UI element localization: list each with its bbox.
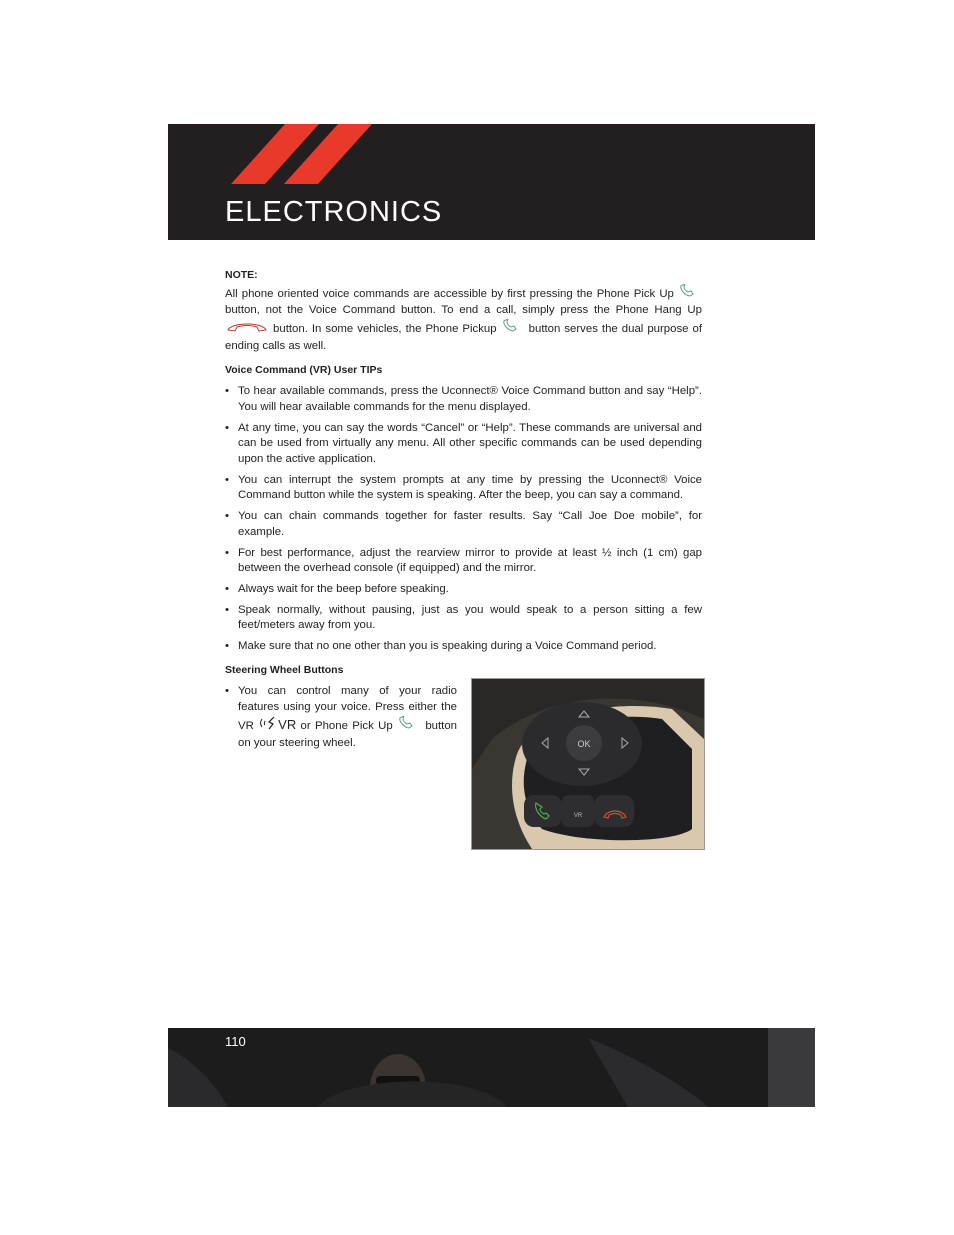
note-text-2: button, not the Voice Command button. To end a call, simply press the Phone Hang Up [225,304,702,317]
note-paragraph [225,284,702,355]
steering-text-1: You can control many of your radio features using your voice. Press either the VR [238,685,457,732]
page-footer [168,1028,815,1107]
list-item: • To hear available commands, press the Uconnect® Voice Command button and say “Help”. You will hear available commands for the menu displayed. [225,384,702,415]
list-item: • Speak normally, without pausing, just as you would speak to a person sitting a few feet/meters away from you. [225,603,702,634]
phone-pickup-icon [678,284,702,304]
list-item: • At any time, you can say the words “Cancel” or “Help”. These commands are universal and can be used from virtually any menu. All other specific commands can be used depending upon the active application. [225,421,702,468]
vr-label: VR [278,716,297,732]
steering-text-2: or Phone Pick Up [300,719,393,732]
note-text-4: button serves the dual purpose of ending calls as well. [225,322,703,352]
list-item: • You can chain commands together for faster results. Say “Call Joe Doe mobile”, for example. [225,509,702,540]
steering-text-3: button on your steering wheel. [238,719,457,749]
vr-tips-heading: Voice Command (VR) User TIPs [225,363,383,376]
vr-tips-list [225,384,702,655]
page-number: 110 [225,1034,246,1049]
list-item: • Make sure that no one other than you is speaking during a Voice Command period. [225,639,702,655]
note-heading: NOTE: [225,269,258,281]
section-header [168,124,815,240]
photo-vr-label: VR [573,813,583,819]
list-item: • For best performance, adjust the rearview mirror to provide at least ½ inch (1 cm) gap between the overhead console (if equipped) and the mirror. [225,546,702,577]
list-item [225,684,457,751]
phone-pickup-icon [501,319,525,339]
phone-hangup-icon [225,319,269,339]
steering-wheel-photo [471,678,705,850]
photo-ok-label: OK [577,739,591,749]
list-item: • You can interrupt the system prompts at any time by pressing the Uconnect® Voice Command button while the system is speaking. After the beep, you can say a command. [225,473,702,504]
section-title: ELECTRONICS [225,196,443,228]
steering-heading: Steering Wheel Buttons [225,663,344,676]
note-text-3: button. In some vehicles, the Phone Pickup [273,322,497,335]
note-text-1: All phone oriented voice commands are accessible by first pressing the Phone Pick Up [225,287,674,300]
phone-pickup-icon [397,716,421,736]
steering-list [225,684,457,751]
list-item: • Always wait for the beep before speaking. [225,582,702,598]
voice-command-icon [258,716,278,736]
